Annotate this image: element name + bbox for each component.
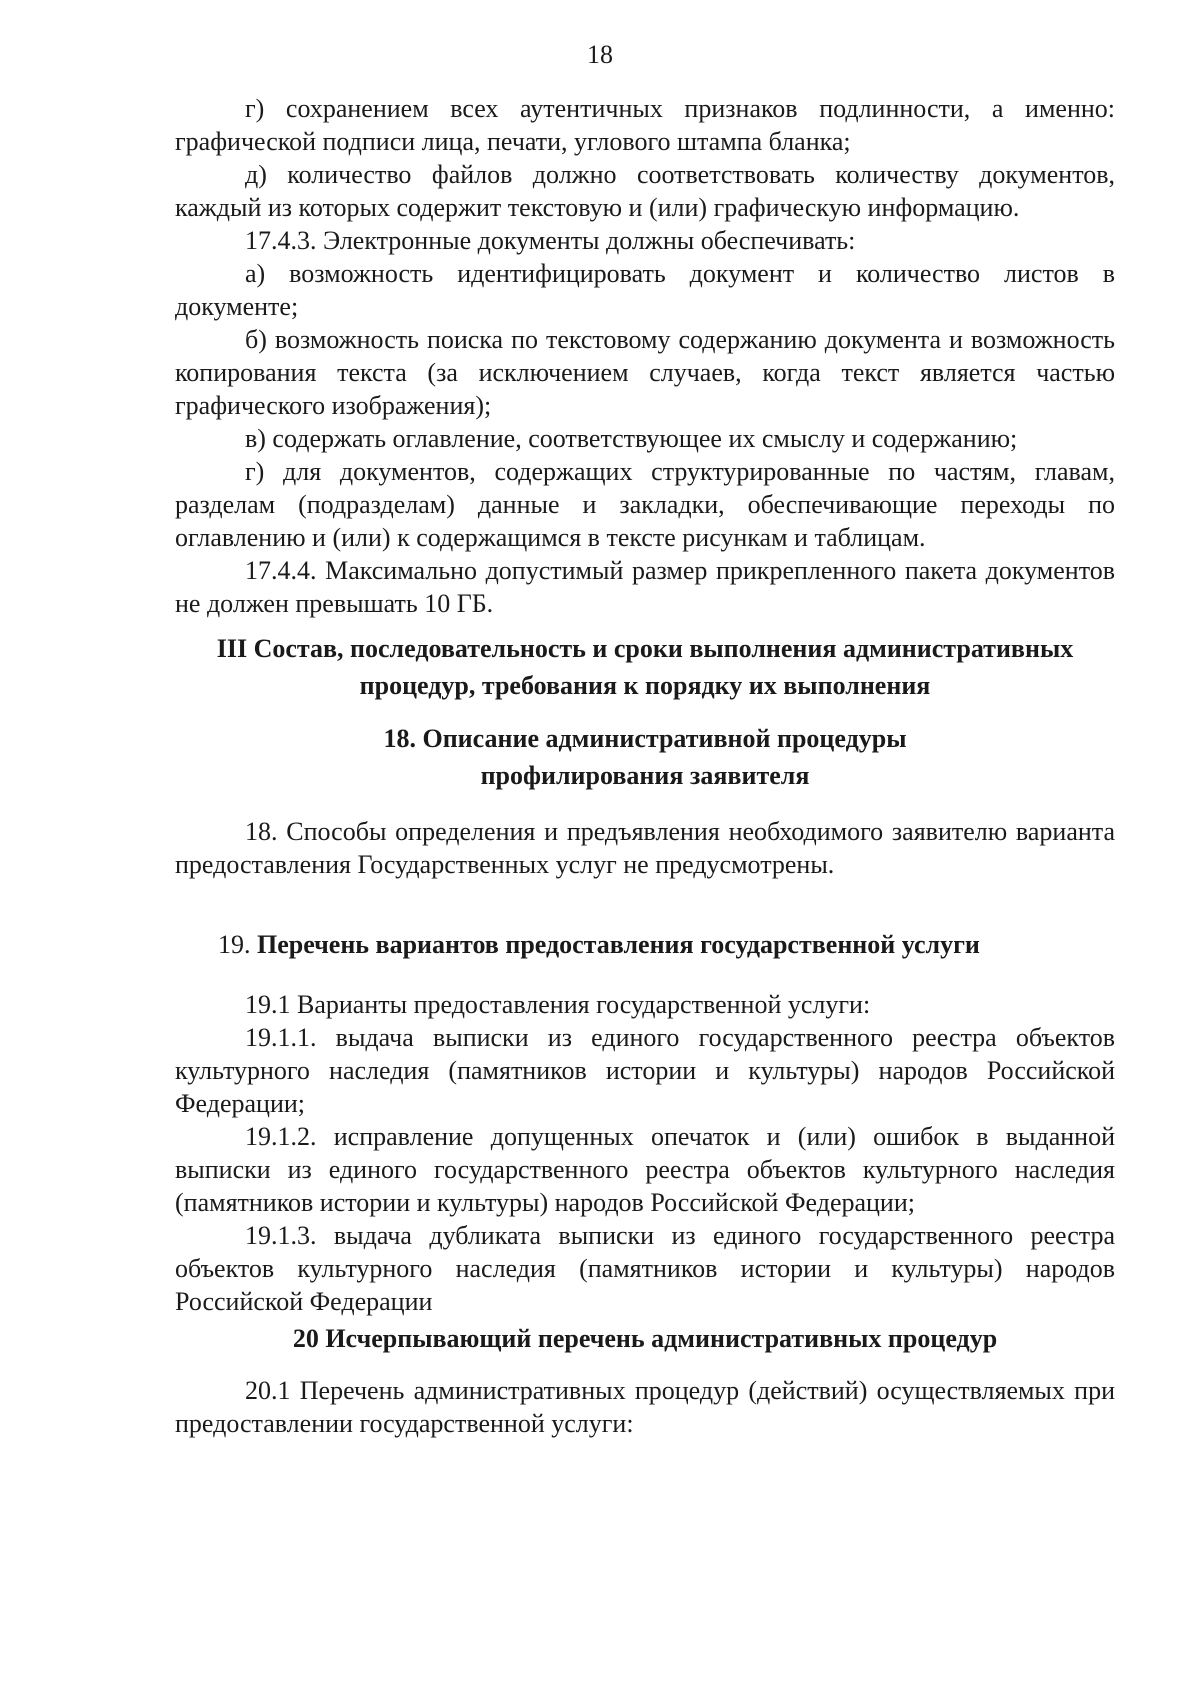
paragraph: 20.1 Перечень административных процедур (действий) осуществляемых при предоставлении государственной услуги: [175, 1376, 1115, 1438]
section-18-heading-line1: 18. Описание административной процедуры [383, 724, 907, 753]
list-item: 19.1.2. исправление допущенных опечаток и (или) ошибок в выданной выписки из единого государственного реестра объектов культурного наследия (памятников истории и культуры) народов Российской Федерации; [175, 1122, 1115, 1217]
section-3-heading: III Состав, последовательность и сроки выполнения административных процедур, требования к порядку их выполнения [216, 634, 1074, 700]
requirements-block [175, 92, 1115, 620]
list-item: 19.1.1. выдача выписки из единого государственного реестра объектов культурного наследия (памятников истории и культуры) народов Российской Федерации; [175, 1023, 1115, 1118]
paragraph: б) возможность поиска по текстовому содержанию документа и возможность копирования текста (за исключением случаев, когда текст является частью графического изображения); [175, 325, 1115, 420]
section-19-title: Перечень вариантов предоставления государственной услуги [257, 930, 980, 959]
section-18-heading-line2: профилирования заявителя [480, 761, 810, 790]
section-19-number: 19. [218, 930, 251, 959]
paragraph: в) содержать оглавление, соответствующее их смыслу и содержанию; [245, 424, 1018, 453]
list-item: 19.1 Варианты предоставления государственной услуги: [245, 990, 871, 1019]
section-20-text-block [175, 1374, 1115, 1440]
section-19-heading [218, 926, 1158, 963]
page-number: 18 [587, 40, 613, 69]
paragraph: г) сохранением всех аутентичных признаков подлинности, а именно: графической подписи лица, печати, углового штампа бланка; [175, 94, 1115, 156]
list-item: 19.1.3. выдача дубликата выписки из единого государственного реестра объектов культурного наследия (памятников истории и культуры) народов Российской Федерации [175, 1221, 1115, 1316]
section-18-text-block [175, 815, 1115, 881]
paragraph: а) возможность идентифицировать документ и количество листов в документе; [175, 259, 1115, 321]
paragraph: д) количество файлов должно соответствовать количеству документов, каждый из которых содержит текстовую и (или) графическую информацию. [175, 160, 1115, 222]
section-19-list [175, 988, 1115, 1318]
section-20-heading: 20 Исчерпывающий перечень административных процедур [292, 1324, 998, 1353]
paragraph: 17.4.3. Электронные документы должны обеспечивать: [245, 226, 856, 255]
paragraph: 18. Способы определения и предъявления необходимого заявителю варианта предоставления Государственных услуг не предусмотрены. [175, 817, 1115, 879]
paragraph: 17.4.4. Максимально допустимый размер прикрепленного пакета документов не должен превышать 10 ГБ. [175, 556, 1115, 618]
paragraph: г) для документов, содержащих структурированные по частям, главам, разделам (подразделам) данные и закладки, обеспечивающие переходы по оглавлению и (или) к содержащимся в тексте рисункам и таблицам. [175, 457, 1115, 552]
